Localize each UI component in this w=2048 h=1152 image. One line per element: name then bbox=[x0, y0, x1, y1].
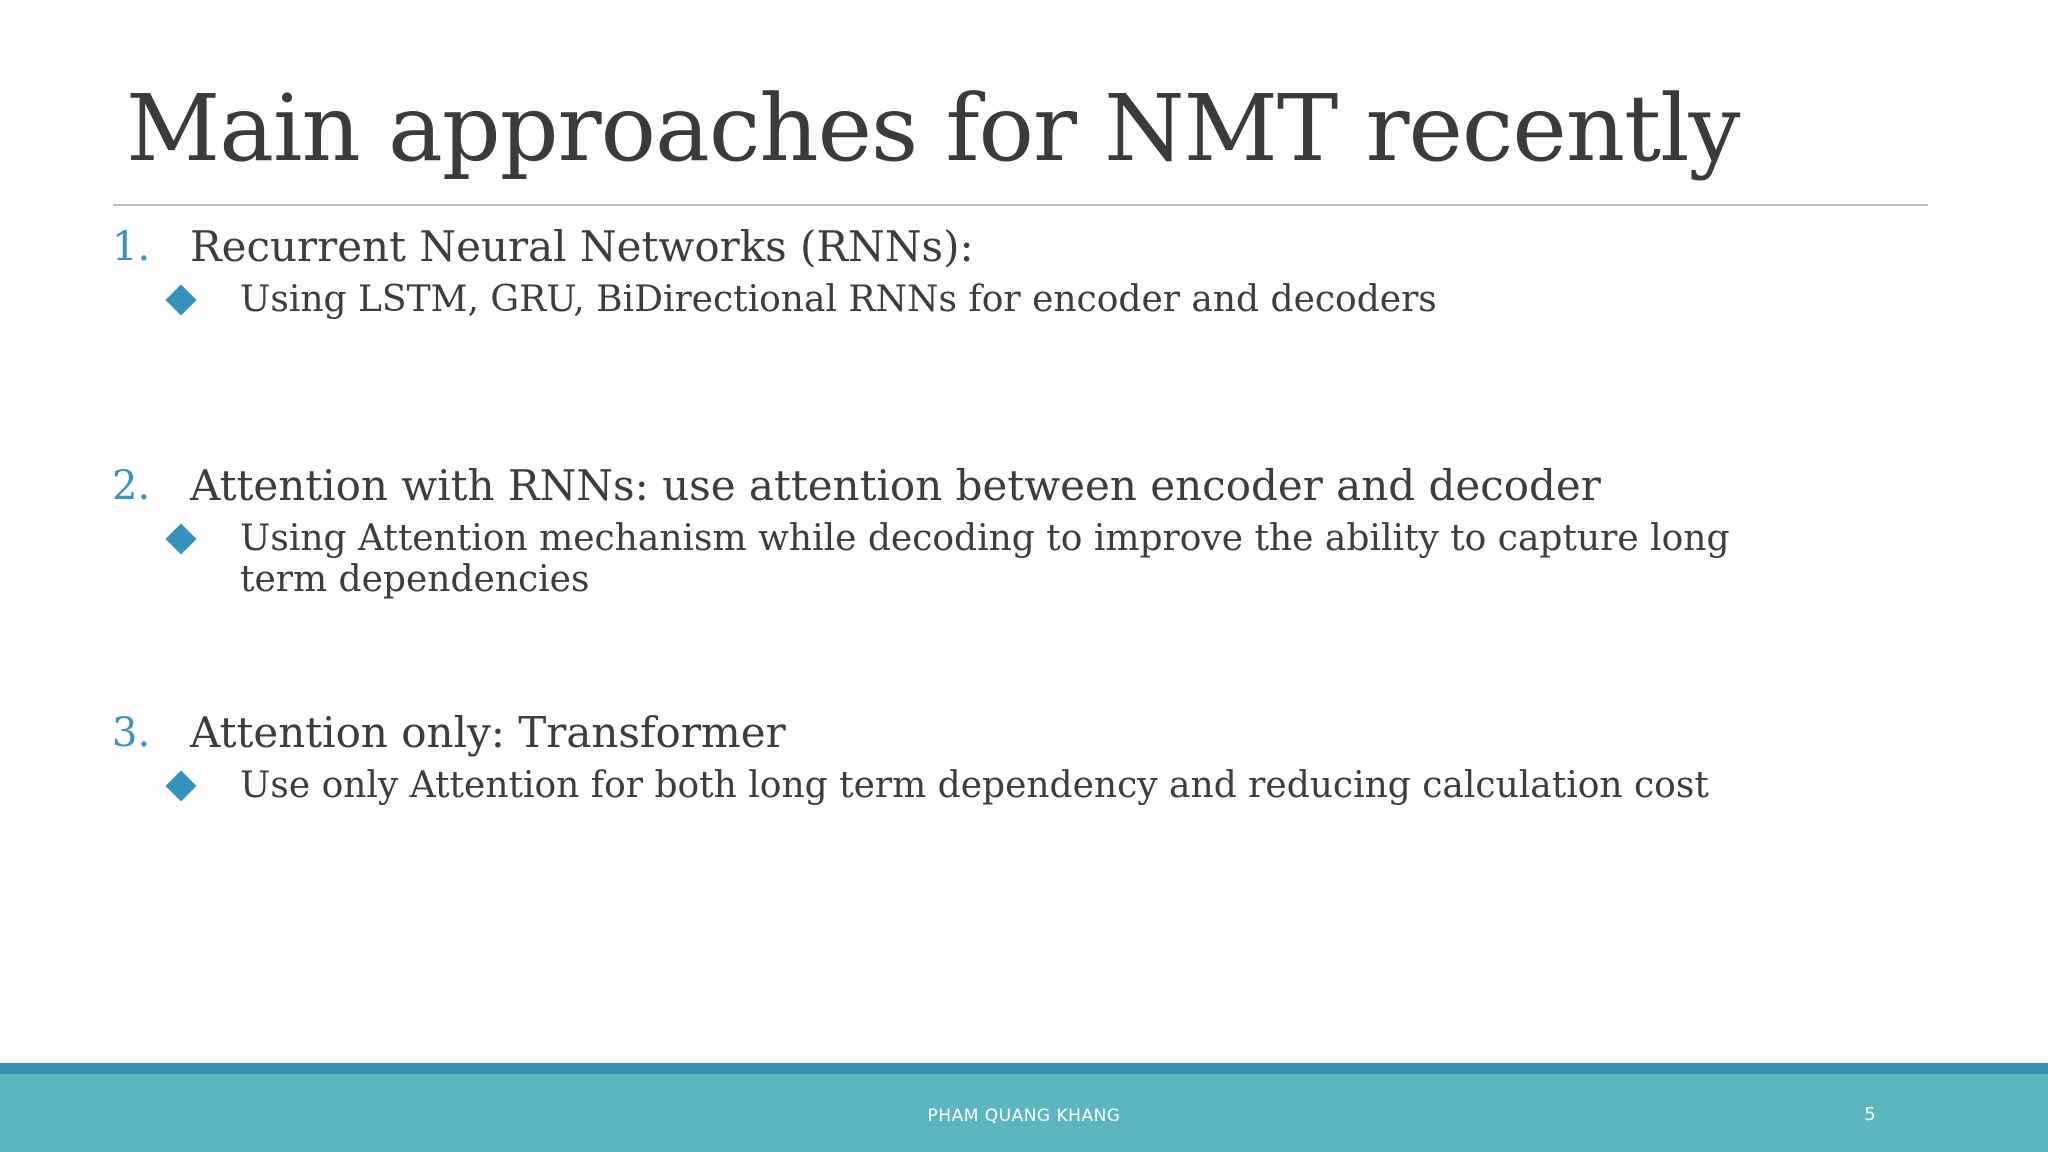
list-item-number: 2. bbox=[112, 463, 151, 509]
diamond-bullet-icon bbox=[165, 523, 196, 554]
sub-item-text: Use only Attention for both long term dependency and reducing calculation cost bbox=[240, 765, 1709, 806]
sub-item-text: Using Attention mechanism while decoding to improve the ability to capture long term dependencies bbox=[240, 518, 1730, 600]
list-item-number: 1. bbox=[112, 224, 151, 270]
diamond-bullet-icon bbox=[165, 770, 196, 801]
list-item-number: 3. bbox=[112, 710, 151, 756]
page-number: 5 bbox=[1864, 1104, 1876, 1125]
slide-title: Main approaches for NMT recently bbox=[126, 75, 1740, 182]
footer-author: PHAM QUANG KHANG bbox=[927, 1106, 1121, 1126]
footer-accent-band bbox=[0, 1063, 2048, 1074]
list-item-text: Attention with RNNs: use attention between encoder and decoder bbox=[190, 461, 1601, 510]
list-item-text: Attention only: Transformer bbox=[190, 708, 786, 757]
diamond-bullet-icon bbox=[165, 284, 196, 315]
slide-footer bbox=[0, 1074, 2048, 1152]
sub-item-text: Using LSTM, GRU, BiDirectional RNNs for encoder and decoders bbox=[240, 279, 1437, 320]
list-item-text: Recurrent Neural Networks (RNNs): bbox=[190, 222, 974, 271]
